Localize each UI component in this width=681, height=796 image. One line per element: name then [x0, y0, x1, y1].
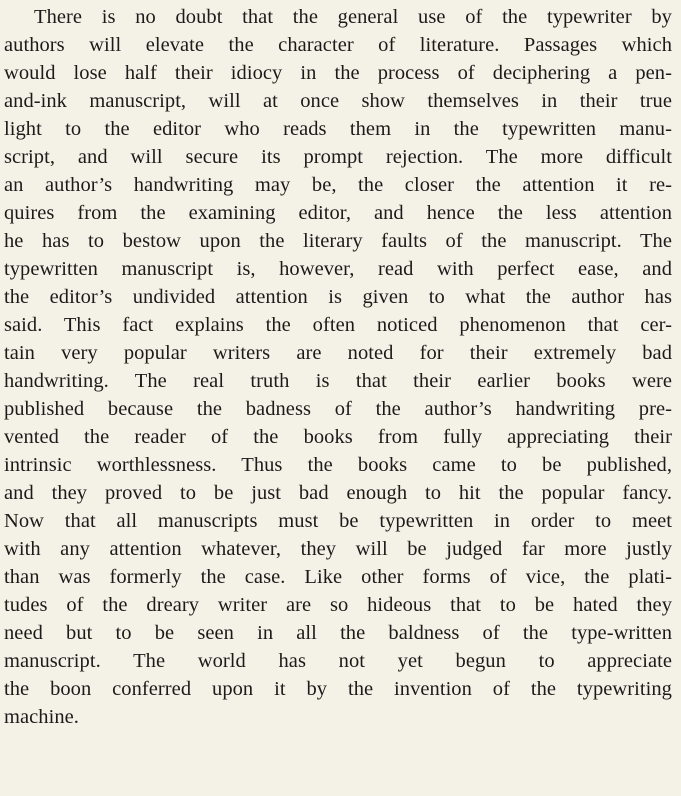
text-line: authors will elevate the character of literature. Passages which [4, 34, 672, 56]
text-line: and they proved to be just bad enough to hit the popular fancy. [4, 482, 672, 504]
text-line: need but to be seen in all the baldness of the type-written [4, 622, 672, 644]
text-line: the boon conferred upon it by the invention of the typewriting [4, 678, 672, 700]
text-line: with any attention whatever, they will be judged far more justly [4, 538, 672, 560]
text-line: handwriting. The real truth is that their earlier books were [4, 370, 672, 392]
text-line: and-ink manuscript, will at once show themselves in their true [4, 90, 672, 112]
text-line: machine. [4, 706, 79, 728]
text-line: There is no doubt that the general use of the typewriter by [34, 6, 672, 28]
text-line: tudes of the dreary writer are so hideous that to be hated they [4, 594, 672, 616]
text-line: typewritten manuscript is, however, read with perfect ease, and [4, 258, 672, 280]
text-line: than was formerly the case. Like other forms of vice, the plati- [4, 566, 672, 588]
text-line: quires from the examining editor, and hence the less attention [4, 202, 672, 224]
body-paragraph [4, 3, 672, 731]
text-line: the editor’s undivided attention is given to what the author has [4, 286, 672, 308]
text-line: said. This fact explains the often noticed phenomenon that cer- [4, 314, 672, 336]
text-line: published because the badness of the author’s handwriting pre- [4, 398, 672, 420]
text-line: manuscript. The world has not yet begun to appreciate [4, 650, 672, 672]
text-line: would lose half their idiocy in the process of deciphering a pen- [4, 62, 672, 84]
text-line: intrinsic worthlessness. Thus the books came to be published, [4, 454, 672, 476]
text-line: an author’s handwriting may be, the closer the attention it re- [4, 174, 672, 196]
text-line: script, and will secure its prompt rejection. The more difficult [4, 146, 672, 168]
text-line: light to the editor who reads them in the typewritten manu- [4, 118, 672, 140]
text-line: tain very popular writers are noted for their extremely bad [4, 342, 672, 364]
text-line: he has to bestow upon the literary faults of the manuscript. The [4, 230, 672, 252]
text-line: vented the reader of the books from fully appreciating their [4, 426, 672, 448]
text-line: Now that all manuscripts must be typewritten in order to meet [4, 510, 672, 532]
